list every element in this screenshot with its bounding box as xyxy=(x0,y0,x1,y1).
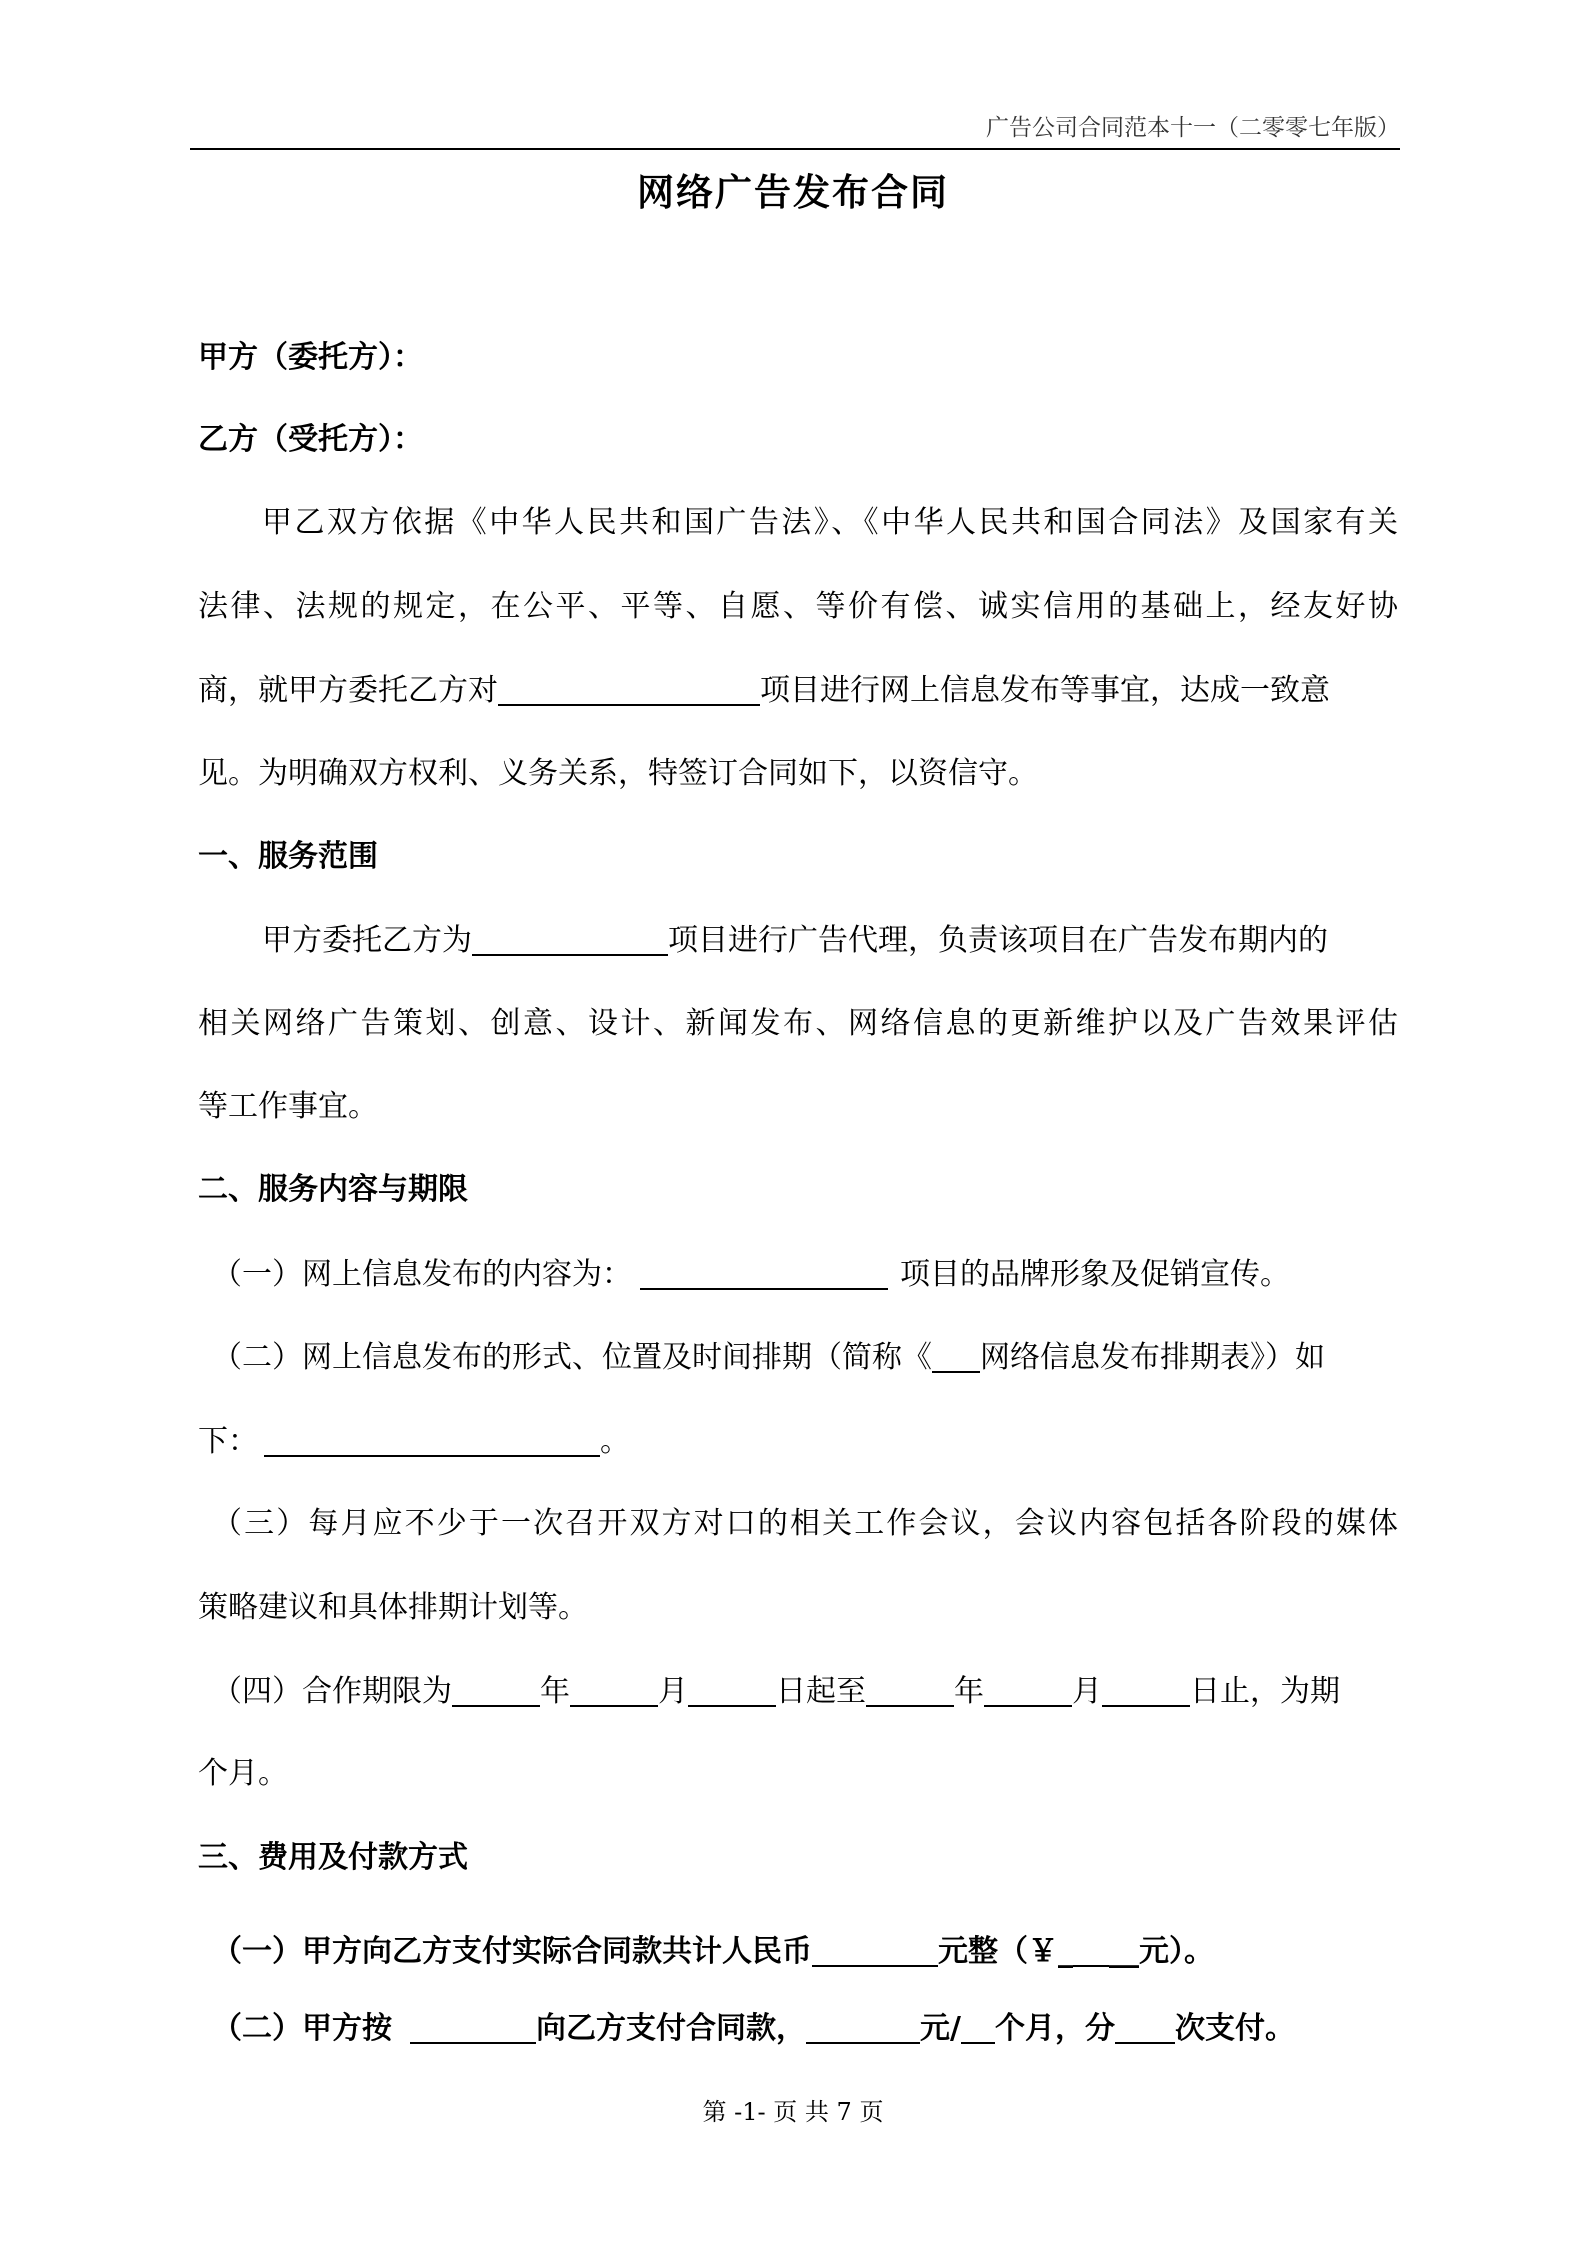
start-year-blank[interactable] xyxy=(452,1669,540,1707)
section-1-line-1 xyxy=(262,918,1328,963)
installment-amount-blank[interactable] xyxy=(806,2006,920,2044)
section-3-item-2-pre: （二）甲方按 xyxy=(212,2011,392,2046)
end-day-blank[interactable] xyxy=(1102,1669,1190,1707)
section-2-heading: 二、服务内容与期限 xyxy=(198,1172,468,1207)
section-3-heading: 三、费用及付款方式 xyxy=(198,1840,468,1875)
section-3-item-2-mid2: 元/ xyxy=(920,2011,961,2046)
content-blank[interactable] xyxy=(640,1252,888,1290)
end-year-blank[interactable] xyxy=(866,1669,954,1707)
intro-line-2: 法律、法规的规定，在公平、平等、自愿、等价有偿、诚实信用的基础上，经友好协 xyxy=(198,589,1398,624)
section-3-item-2 xyxy=(212,2006,1295,2051)
section-2-item-1-post: 项目的品牌形象及促销宣传。 xyxy=(900,1257,1290,1292)
amount-underscore-1: _ xyxy=(1058,1934,1073,1969)
month-count-blank[interactable] xyxy=(961,2006,995,2044)
end-month-blank[interactable] xyxy=(984,1669,1072,1707)
end-month-label: 月 xyxy=(1072,1674,1102,1709)
intro-line-4: 见。为明确双方权利、义务关系，特签订合同如下，以资信守。 xyxy=(198,756,1038,791)
intro-line-3-post: 项目进行网上信息发布等事宜，达成一致意 xyxy=(760,673,1330,708)
section-2-item-3-line-1: （三）每月应不少于一次召开双方对口的相关工作会议，会议内容包括各阶段的媒体 xyxy=(212,1506,1398,1541)
end-year-label: 年 xyxy=(954,1674,984,1709)
section-1-line-1-pre: 甲方委托乙方为 xyxy=(262,923,472,958)
project-name-blank[interactable] xyxy=(498,668,760,706)
section-2-item-2-line-2-post: 。 xyxy=(600,1424,630,1459)
section-2-item-3-line-2: 策略建议和具体排期计划等。 xyxy=(198,1590,588,1625)
section-3-item-1-post: 元）。 xyxy=(1139,1934,1214,1969)
intro-line-3-pre: 商，就甲方委托乙方对 xyxy=(198,673,498,708)
amount-words-blank[interactable] xyxy=(812,1929,938,1967)
section-2-item-4 xyxy=(212,1669,1340,1714)
party-b-label: 乙方（受托方）： xyxy=(198,422,423,457)
start-day-blank[interactable] xyxy=(688,1669,776,1707)
section-2-item-4-line-2: 个月。 xyxy=(198,1756,288,1791)
page-footer: 第 -1- 页 共 7 页 xyxy=(702,2098,884,2126)
document-title: 网络广告发布合同 xyxy=(637,171,949,214)
installment-count-blank[interactable] xyxy=(1115,2006,1175,2044)
section-2-item-2-line-2-pre: 下： xyxy=(198,1424,258,1459)
section-2-item-1-pre: （一）网上信息发布的内容为： xyxy=(212,1257,632,1292)
agency-project-blank[interactable] xyxy=(472,918,668,956)
section-1-line-1-post: 项目进行广告代理，负责该项目在广告发布期内的 xyxy=(668,923,1328,958)
section-1-line-3: 等工作事宜。 xyxy=(198,1089,378,1124)
section-3-item-2-mid3: 个月，分 xyxy=(994,2011,1115,2046)
section-2-item-1 xyxy=(212,1252,1290,1297)
section-2-item-2-line-2 xyxy=(198,1419,630,1464)
section-3-item-2-post: 次支付。 xyxy=(1174,2011,1295,2046)
page-header xyxy=(190,108,1400,150)
start-month-blank[interactable] xyxy=(570,1669,658,1707)
amount-figure-blank[interactable] xyxy=(1073,1929,1109,1967)
section-3-item-1-pre: （一）甲方向乙方支付实际合同款共计人民币 xyxy=(212,1934,812,1969)
section-1-heading: 一、服务范围 xyxy=(198,839,378,874)
section-3-item-1-mid: 元整（￥ xyxy=(938,1934,1058,1969)
start-year-label: 年 xyxy=(540,1674,570,1709)
section-1-line-2: 相关网络广告策划、创意、设计、新闻发布、网络信息的更新维护以及广告效果评估 xyxy=(198,1006,1398,1041)
intro-line-1: 甲乙双方依据《中华人民共和国广告法》、《中华人民共和国合同法》及国家有关 xyxy=(262,505,1398,540)
section-2-item-2-pre: （二）网上信息发布的形式、位置及时间排期（简称《 xyxy=(212,1340,932,1375)
section-2-item-2 xyxy=(212,1335,1325,1380)
section-3-item-2-mid1: 向乙方支付合同款， xyxy=(536,2011,806,2046)
section-2-item-2-mid: 网络信息发布排期表》）如 xyxy=(980,1340,1325,1375)
schedule-details-blank[interactable] xyxy=(264,1419,600,1457)
amount-underscore-2: __ xyxy=(1109,1934,1139,1969)
end-day-label: 日止，为期 xyxy=(1190,1674,1340,1709)
start-day-label: 日起至 xyxy=(776,1674,866,1709)
section-2-item-4-pre: （四）合作期限为 xyxy=(212,1674,452,1709)
start-month-label: 月 xyxy=(658,1674,688,1709)
header-text: 广告公司合同范本十一（二零零七年版） xyxy=(986,115,1400,141)
payment-method-blank[interactable] xyxy=(410,2006,536,2044)
schedule-name-blank[interactable] xyxy=(932,1335,980,1373)
section-3-item-1 xyxy=(212,1929,1214,1974)
intro-line-3 xyxy=(198,668,1330,713)
party-a-label: 甲方（委托方）： xyxy=(198,340,423,375)
